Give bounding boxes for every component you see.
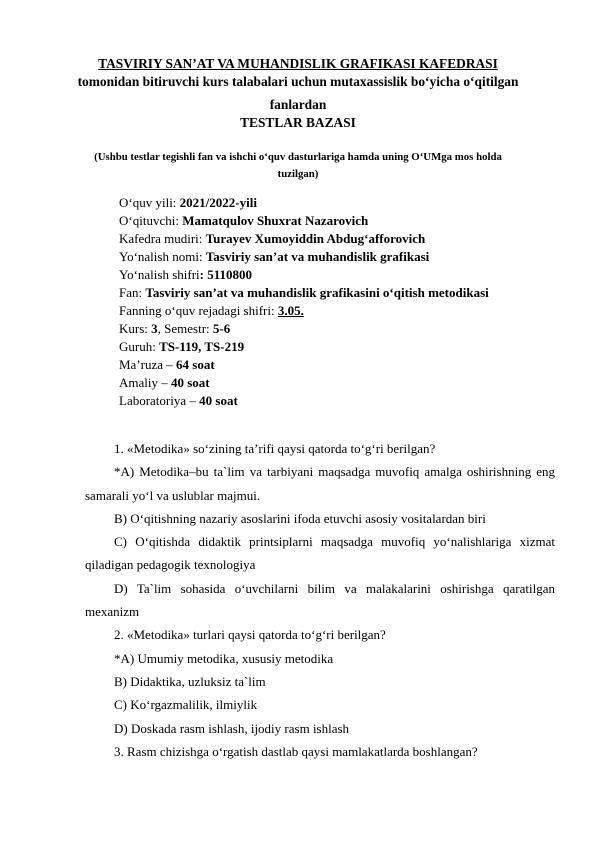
lab-label: Laboratoriya – <box>119 393 200 408</box>
note-text: (Ushbu testlar tegishli fan va ishchi o‘quv dasturlariga hamda uning O‘UMga mos holda tuzilgan) <box>94 151 502 180</box>
question-2-option-d: D) Doskada rasm ishlash, ijodiy rasm ishlash <box>114 720 350 736</box>
practice-value: 40 soat <box>171 375 210 390</box>
year-value: 2021/2022-yili <box>179 195 257 210</box>
question-1-option-c: C) O‘qitishda didaktik printsiplarni maqsadga muvofiq yo‘nalishlariga xizmat qiladigan pedagogik texnologiya <box>85 534 555 573</box>
test-base-title: TESTLAR BAZASI <box>240 115 356 130</box>
question-2-option-c: C) Ko‘rgazmalilik, ilmiylik <box>114 697 258 713</box>
questions <box>85 437 555 763</box>
info-code <box>119 266 489 284</box>
info-head <box>119 230 489 248</box>
info-lecture <box>119 356 489 374</box>
info-year <box>119 194 489 212</box>
lecture-label: Ma’ruza – <box>119 357 177 372</box>
question-1-option-d: D) Ta`lim sohasida o‘uvchilarni bilim va malakalarini oshirishga qaratilgan mexanizm <box>85 580 555 620</box>
direction-value: Tasviriy san’at va muhandislik grafikasi <box>205 249 430 264</box>
question-2-option-a: *A) Umumiy metodika, xususiy metodika <box>114 650 334 666</box>
question-2: 2. «Metodika» turlari qaysi qatorda to‘g‘ri berilgan? <box>114 627 386 643</box>
info-teacher <box>119 212 489 230</box>
practice-label: Amaliy – <box>119 375 171 390</box>
info-plan <box>119 302 489 320</box>
question-1-option-b: B) O‘qitishning nazariy asoslarini ifoda etuvchi asosiy vositalardan biri <box>114 510 486 526</box>
header-subtitle: tomonidan bitiruvchi kurs talabalari uchun mutaxassislik bo‘yicha o‘qitilgan <box>77 74 519 89</box>
info-lab <box>119 392 489 410</box>
info-subject <box>119 284 489 302</box>
info-group <box>119 338 489 356</box>
code-label: Yo‘nalish shifri <box>119 267 200 282</box>
direction-label: Yo‘nalish nomi: <box>119 249 206 264</box>
lecture-value: 64 soat <box>176 357 215 372</box>
teacher-value: Mamatqulov Shuxrat Nazarovich <box>182 213 369 228</box>
code-value: : 5110800 <box>199 267 253 282</box>
info-practice <box>119 374 489 392</box>
semester-label: , Semestr: <box>157 321 213 336</box>
subject-value: Tasviriy san’at va muhandislik grafikasini o‘qitish metodikasi <box>145 285 489 300</box>
head-value: Turayev Xumoyiddin Abdug‘afforovich <box>205 231 426 246</box>
plan-value: 3.05. <box>277 303 304 318</box>
question-1-option-a: *A) Metodika–bu ta`lim va tarbiyani maqsadga muvofiq amalga oshirishning eng samarali yo‘l va uslublar majmui. <box>85 464 555 503</box>
head-label: Kafedra mudiri: <box>119 231 206 246</box>
year-label: O‘quv yili: <box>119 195 180 210</box>
department-title: TASVIRIY SAN’AT VA MUHANDISLIK GRAFIKASI KAFEDRASI <box>98 56 498 71</box>
header-subtitle-cont: fanlardan <box>269 97 327 112</box>
question-2-option-b: B) Didaktika, uzluksiz ta`lim <box>114 673 266 689</box>
subject-label: Fan: <box>119 285 146 300</box>
info-course <box>119 320 489 338</box>
plan-label: Fanning o‘quv rejadagi shifri: <box>119 303 278 318</box>
question-1: 1. «Metodika» so‘zining ta’rifi qaysi qatorda to‘g‘ri berilgan? <box>114 441 436 456</box>
group-label: Guruh: <box>119 339 160 354</box>
semester-value: 5-6 <box>212 321 231 336</box>
question-3: 3. Rasm chizishga o‘rgatish dastlab qaysi mamlakatlarda boshlangan? <box>114 743 478 759</box>
course-info <box>119 194 489 410</box>
lab-value: 40 soat <box>199 393 238 408</box>
info-direction <box>119 248 489 266</box>
teacher-label: O‘qituvchi: <box>119 213 183 228</box>
course-label: Kurs: <box>119 321 152 336</box>
group-value: TS-119, TS-219 <box>159 339 245 354</box>
course-value: 3 <box>151 321 158 336</box>
